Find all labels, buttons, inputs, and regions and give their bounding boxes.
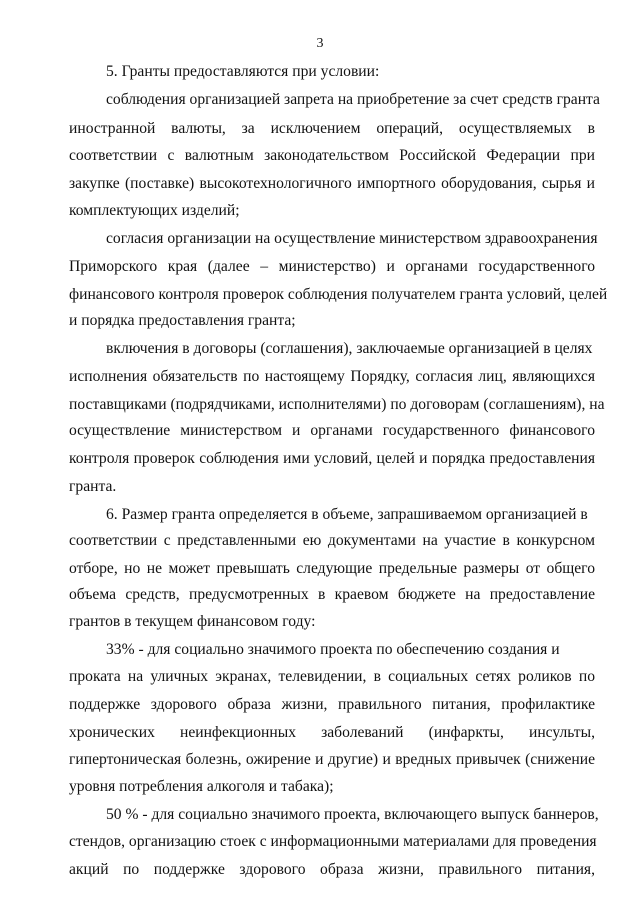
text-line: исполнения обязательств по настоящему Порядку, согласия лиц, являющихся: [69, 368, 595, 385]
text-line: поддержке здорового образа жизни, правильного питания, профилактике: [69, 696, 595, 713]
text-line: отборе, но не может превышать следующие предельные размеры от общего: [69, 560, 595, 577]
text-line: соответствии с представленными ею документами на участие в конкурсном: [69, 532, 595, 549]
text-line: акций по поддержке здорового образа жизни, правильного питания,: [69, 861, 595, 878]
text-line: финансового контроля проверок соблюдения получателем гранта условий, целей: [69, 286, 608, 303]
text-line: осуществление министерством и органами государственного финансового: [69, 422, 595, 439]
text-line: согласия организации на осуществление министерством здравоохранения: [106, 230, 598, 247]
text-line: Приморского края (далее – министерство) и органами государственного: [69, 258, 595, 275]
text-line: уровня потребления алкоголя и табака);: [69, 778, 334, 795]
text-line: поставщиками (подрядчиками, исполнителями) по договорам (соглашениям), на: [69, 396, 605, 413]
text-line: соблюдения организацией запрета на приобретение за счет средств гранта: [106, 91, 600, 108]
text-line: контроля проверок соблюдения ими условий, целей и порядка предоставления: [69, 450, 595, 467]
text-line: хронических неинфекционных заболеваний (инфаркты, инсульты,: [69, 724, 595, 741]
text-line: гранта.: [69, 478, 117, 495]
text-line: комплектующих изделий;: [69, 202, 240, 219]
text-line: гипертоническая болезнь, ожирение и другие) и вредных привычек (снижение: [69, 751, 595, 768]
text-line: включения в договоры (соглашения), заключаемые организацией в целях: [106, 340, 593, 357]
text-line: объема средств, предусмотренных в краевом бюджете на предоставление: [69, 586, 595, 603]
text-line: проката на уличных экранах, телевидении, в социальных сетях роликов по: [69, 668, 595, 685]
text-line: 6. Размер гранта определяется в объеме, запрашиваемом организацией в: [106, 506, 588, 523]
text-line: соответствии с валютным законодательством Российской Федерации при: [69, 147, 595, 164]
text-line: 50 % - для социально значимого проекта, включающего выпуск баннеров,: [106, 806, 599, 823]
text-line: стендов, организацию стоек с информационными материалами для проведения: [69, 833, 597, 850]
text-line: грантов в текущем финансовом году:: [69, 613, 316, 630]
text-line: 33% - для социально значимого проекта по обеспечению создания и: [106, 641, 560, 658]
text-line: закупке (поставке) высокотехнологичного импортного оборудования, сырья и: [69, 175, 595, 192]
page-number: 3: [316, 36, 324, 51]
text-line: и порядка предоставления гранта;: [69, 312, 296, 329]
text-line: 5. Гранты предоставляются при условии:: [106, 63, 380, 80]
text-line: иностранной валюты, за исключением операций, осуществляемых в: [69, 120, 595, 137]
